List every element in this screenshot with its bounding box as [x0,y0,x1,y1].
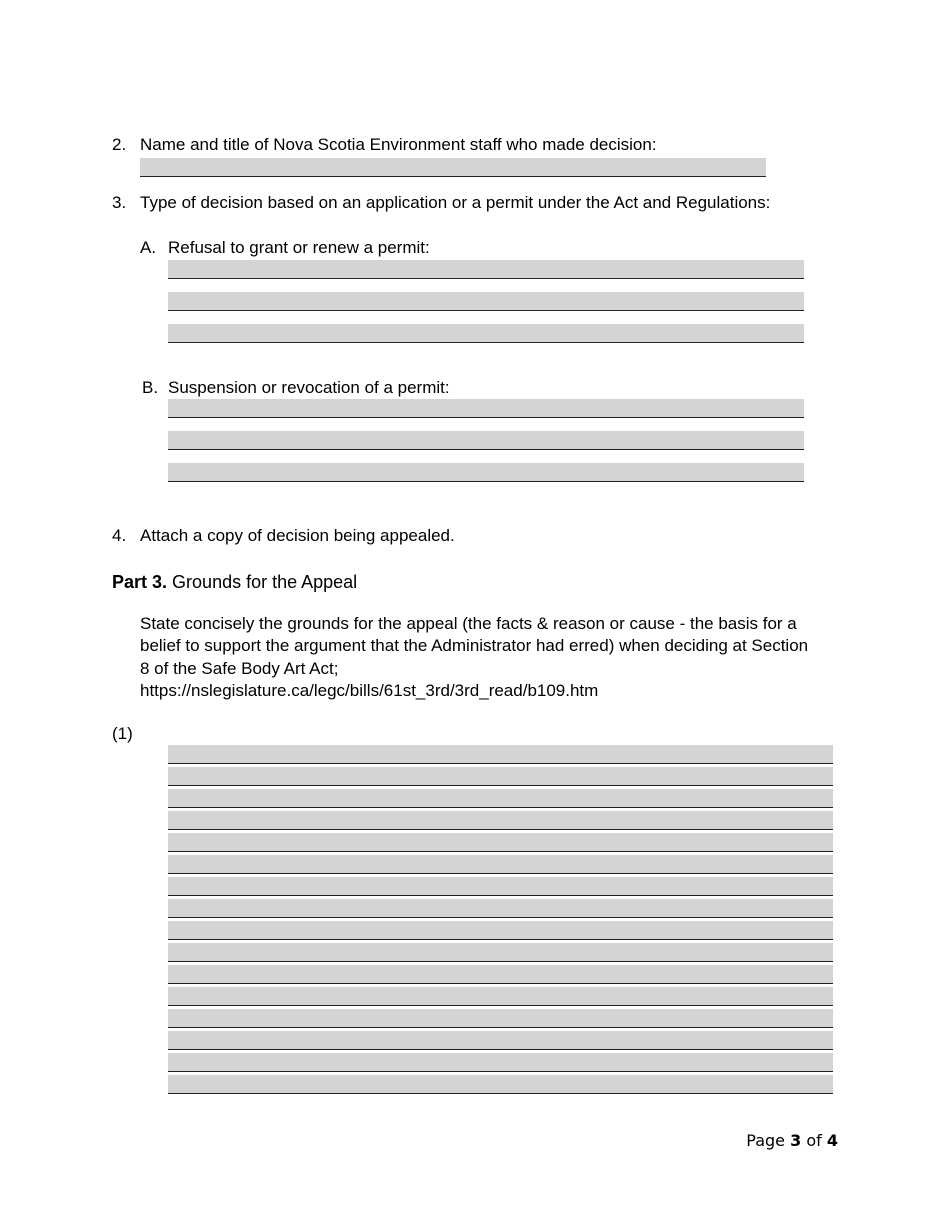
grounds-field-line[interactable] [168,965,833,984]
part-3-heading [112,572,357,592]
refusal-field-line[interactable] [168,260,804,279]
legislation-link[interactable]: https://nslegislature.ca/legc/bills/61st_3rd/3rd_read/b109.htm [140,680,599,700]
item-4-label: Attach a copy of decision being appealed. [140,526,455,545]
grounds-field-line[interactable] [168,1031,833,1050]
ground-number: (1) [112,724,133,743]
sub-a-letter: A. [140,238,157,257]
grounds-field-line[interactable] [168,855,833,874]
item-2-number: 2. [112,135,127,154]
part-3-title: Grounds for the Appeal [172,572,358,592]
grounds-field-line[interactable] [168,987,833,1006]
grounds-field-line[interactable] [168,877,833,896]
grounds-field-line[interactable] [168,745,833,764]
grounds-field-line[interactable] [168,943,833,962]
of-word: of [806,1131,822,1150]
grounds-field-line[interactable] [168,1075,833,1094]
item-2-label: Name and title of Nova Scotia Environment staff who made decision: [140,135,657,154]
page-footer [746,1131,838,1150]
part-3-label: Part 3. [112,572,168,592]
current-page-number: 3 [790,1131,802,1150]
staff-name-field[interactable] [140,158,766,177]
instruction-line: 8 of the Safe Body Art Act; [140,658,339,678]
grounds-field-line[interactable] [168,899,833,918]
instruction-line: State concisely the grounds for the appeal (the facts & reason or cause - the basis for a [140,614,797,633]
page-word: Page [746,1131,786,1150]
refusal-field-line[interactable] [168,292,804,311]
item-3-number: 3. [112,193,127,212]
sub-b-label: Suspension or revocation of a permit: [168,378,450,397]
suspension-field-line[interactable] [168,399,804,418]
grounds-field-line[interactable] [168,1053,833,1072]
sub-a-label: Refusal to grant or renew a permit: [168,238,430,257]
sub-b-letter: B. [142,378,159,397]
grounds-field-line[interactable] [168,767,833,786]
grounds-instructions [140,613,845,702]
item-4-number: 4. [112,526,127,545]
grounds-field-line[interactable] [168,921,833,940]
suspension-field-line[interactable] [168,431,804,450]
grounds-field-line[interactable] [168,1009,833,1028]
suspension-field-line[interactable] [168,463,804,482]
refusal-field-line[interactable] [168,324,804,343]
item-3-label: Type of decision based on an application or a permit under the Act and Regulations: [140,193,771,212]
instruction-line: belief to support the argument that the Administrator had erred) when deciding at Section [140,636,809,656]
grounds-field-line[interactable] [168,833,833,852]
grounds-field-line[interactable] [168,789,833,808]
grounds-field-line[interactable] [168,811,833,830]
total-pages-number: 4 [826,1131,838,1150]
